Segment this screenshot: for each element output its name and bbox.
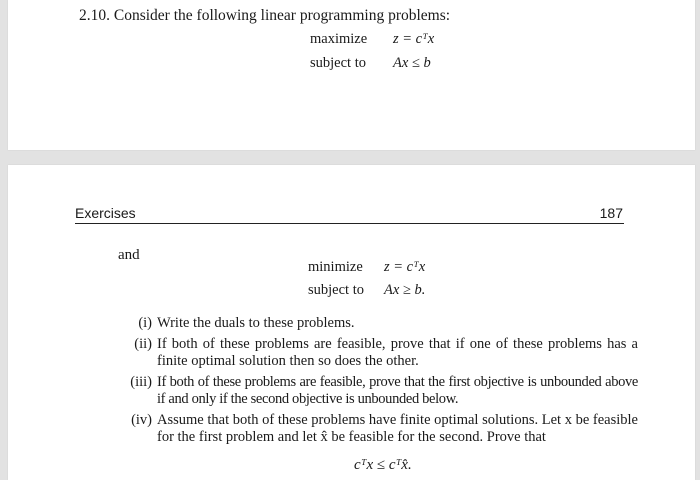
list-item (123, 315, 638, 333)
running-header-section: Exercises (75, 205, 136, 221)
minimize-label: minimize (308, 259, 363, 275)
item-text: Write the duals to these problems. (157, 315, 355, 331)
page-number: 187 (599, 205, 623, 221)
minimize-objective: z = cᵀx (384, 259, 426, 275)
item-number: (ii) (134, 335, 152, 352)
constraint-ge: Ax ≥ b. (384, 282, 426, 298)
final-inequality: cᵀx ≤ cᵀx̂. (354, 457, 412, 473)
subject-to-label: subject to (310, 55, 366, 71)
list-item (123, 412, 638, 447)
item-text: If both of these problems are feasible, prove that the first objective is unbounded above if and only if the second objective is unbounded below. (157, 373, 638, 407)
page-bottom (8, 165, 695, 480)
exercise-list (123, 315, 638, 450)
item-number: (iii) (130, 373, 152, 390)
item-text: If both of these problems are feasible, prove that if one of these problems has a finite optimal solution then so does the other. (157, 335, 638, 369)
and-connector: and (118, 247, 140, 263)
list-item (123, 374, 638, 409)
constraint-le: Ax ≤ b (393, 55, 431, 71)
header-divider (75, 223, 624, 224)
maximize-label: maximize (310, 31, 368, 47)
item-text: Assume that both of these problems have finite optimal solutions. Let x be feasible for the first problem and let x̂ be feasible for the second. Prove that (157, 411, 638, 445)
page-top (8, 0, 695, 150)
subject-to-label-2: subject to (308, 282, 364, 298)
list-item (123, 336, 638, 371)
problem-heading: 2.10. Consider the following linear programming problems: (79, 7, 451, 24)
maximize-objective: z = cᵀx (393, 31, 435, 47)
item-number: (iv) (131, 411, 152, 428)
item-number: (i) (138, 315, 152, 331)
